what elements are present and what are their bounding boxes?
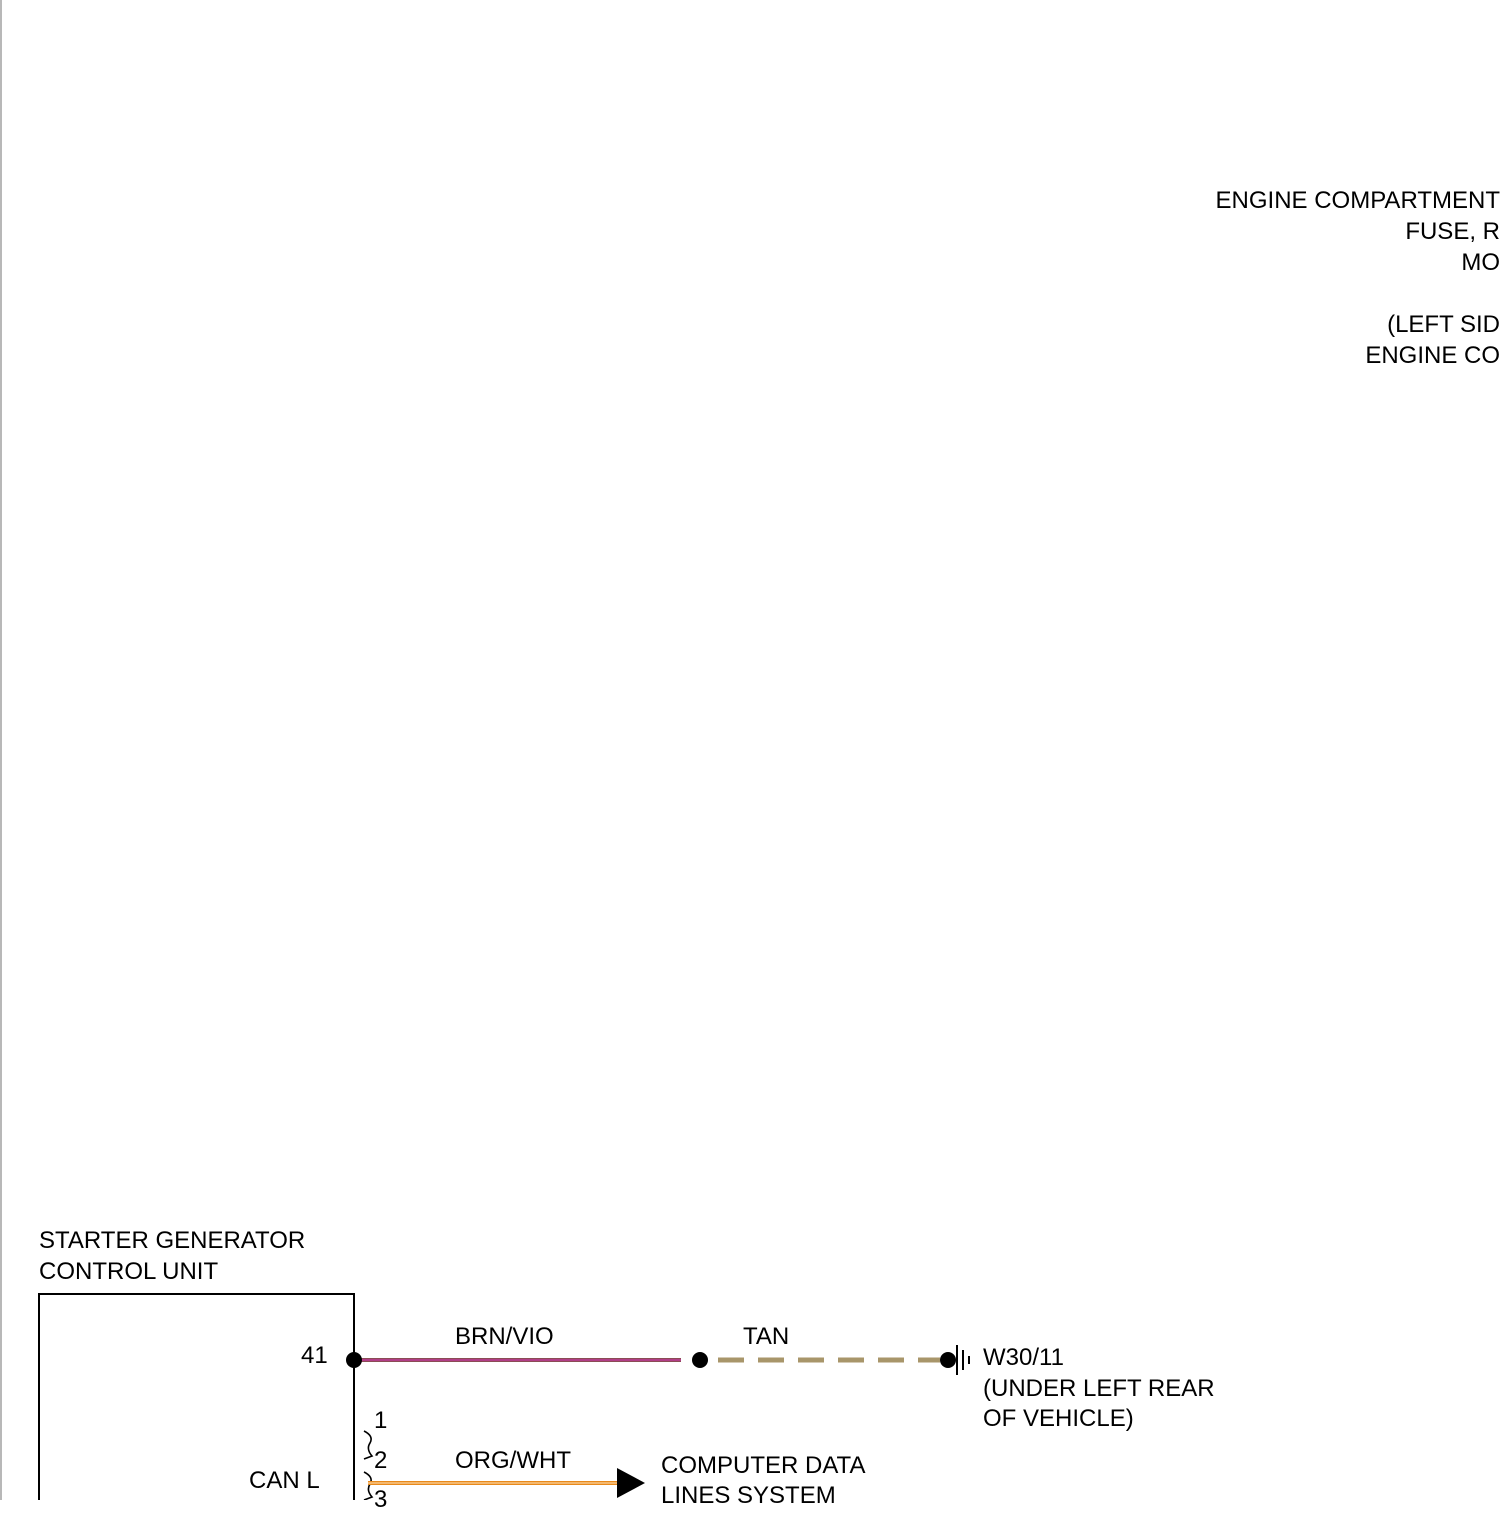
engine-module-label-line4: (LEFT SID <box>1387 311 1500 338</box>
engine-module-label-line3: MO <box>1461 249 1500 276</box>
twisted-pair-bracket-upper <box>364 1431 372 1459</box>
ground-location-line2: OF VEHICLE) <box>983 1405 1134 1432</box>
control-unit-title-line2: CONTROL UNIT <box>39 1258 219 1285</box>
ground-terminal-dot <box>940 1352 956 1368</box>
tan-wire-label: TAN <box>743 1323 790 1350</box>
data-lines-arrow-icon <box>617 1468 645 1498</box>
engine-module-label-line5: ENGINE CO <box>1365 342 1500 369</box>
ground-id-label: W30/11 <box>983 1344 1064 1371</box>
twisted-pair-bracket-lower <box>364 1472 372 1500</box>
twist-pin-3-label: 3 <box>374 1486 388 1513</box>
brn-vio-wire-label: BRN/VIO <box>455 1323 554 1350</box>
wire-splice-dot <box>692 1352 708 1368</box>
twist-pin-1-label: 1 <box>374 1407 388 1434</box>
engine-module-label-line2: FUSE, R <box>1405 218 1500 245</box>
can-l-label: CAN L <box>249 1467 320 1494</box>
ground-symbol-icon <box>957 1345 969 1375</box>
pin-41-label: 41 <box>301 1342 328 1369</box>
data-lines-label-line2: LINES SYSTEM <box>661 1482 836 1509</box>
twist-pin-2-label: 2 <box>374 1447 388 1474</box>
data-lines-label-line1: COMPUTER DATA <box>661 1452 866 1479</box>
ground-location-line1: (UNDER LEFT REAR <box>983 1375 1215 1402</box>
org-wht-wire-label: ORG/WHT <box>455 1447 571 1474</box>
control-unit-title-line1: STARTER GENERATOR <box>39 1227 306 1254</box>
pin-41-terminal <box>346 1352 362 1368</box>
engine-module-label-line1: ENGINE COMPARTMENT <box>1215 187 1500 214</box>
